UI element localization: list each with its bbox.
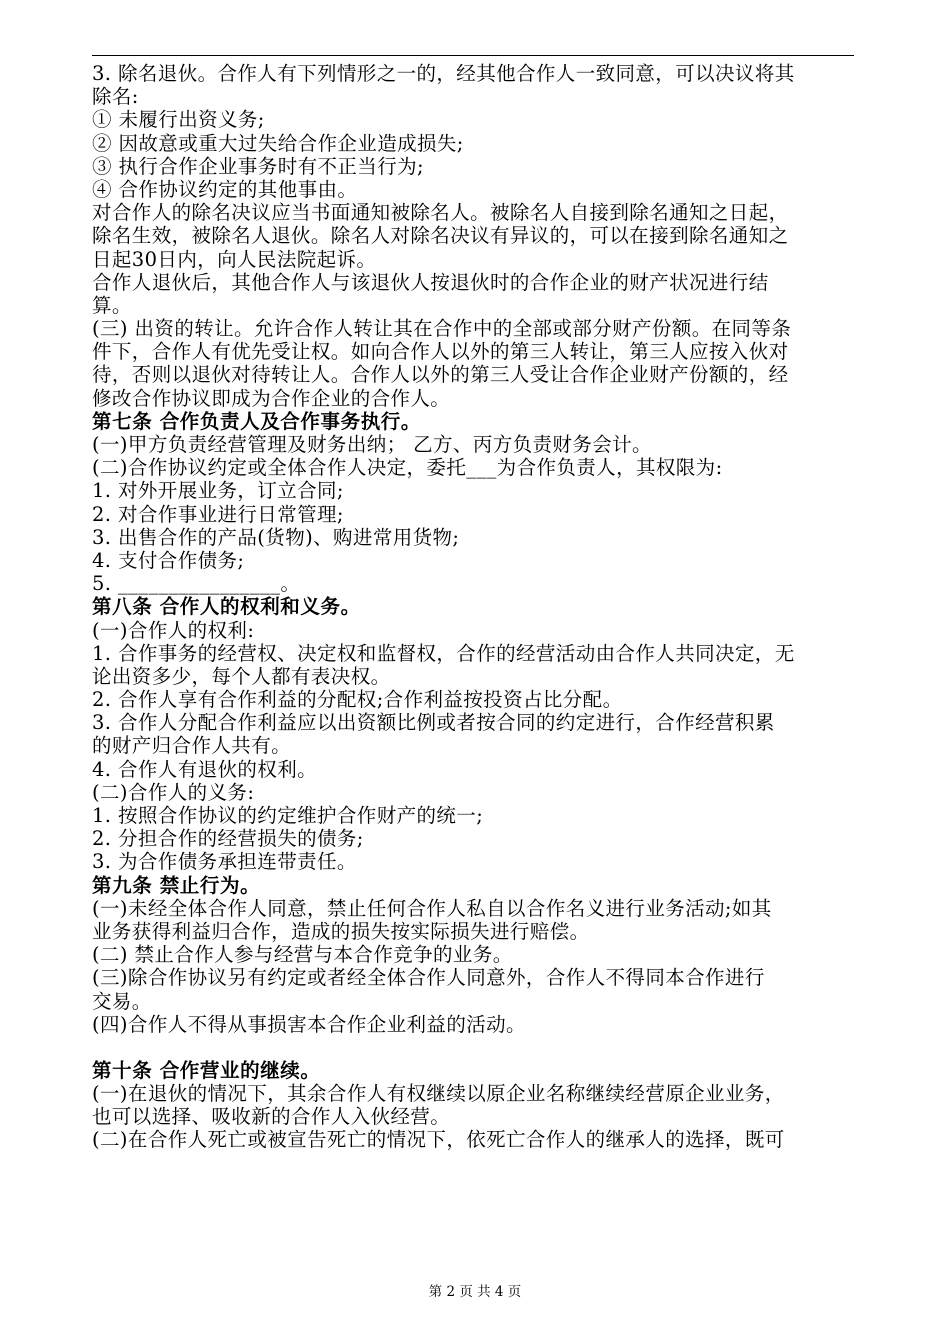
text-line: (一)甲方负责经营管理及财务出纳； 乙方、丙方负责财务会计。 (92, 433, 652, 456)
text-line: 3. 除名退伙。合作人有下列情形之一的，经其他合作人一致同意，可以决议将其 (92, 62, 795, 85)
text-line: 1. 按照合作协议的约定维护合作财产的统一; (92, 804, 484, 827)
text-line: 4. 支付合作债务; (92, 548, 245, 572)
text-line: 3. 出售合作的产品(货物)、购进常用货物; (92, 525, 460, 549)
text-line: 待，否则以退伙对待转让人。合作人以外的第三人受让合作企业财产份额的，经 (92, 363, 789, 387)
text-line: (二)在合作人死亡或被宣告死亡的情况下，依死亡合作人的继承人的选择，既可 (92, 1128, 785, 1152)
text-line: 除名生效，被除名人退伙。除名人对除名决议有异议的，可以在接到除名通知之 (92, 224, 789, 248)
section-heading: 第九条 禁止行为。 (92, 873, 261, 897)
section-heading: 第十条 合作营业的继续。 (92, 1058, 321, 1082)
text-line: 的财产归合作人共有。 (92, 734, 292, 758)
section-heading: 第八条 合作人的权利和义务。 (92, 595, 361, 619)
section-heading: 第七条 合作负责人及合作事务执行。 (92, 409, 421, 433)
text-line: 论出资多少，每个人都有表决权。 (92, 664, 391, 688)
text-line: (一)未经全体合作人同意，禁止任何合作人私自以合作名义进行业务活动;如其 (92, 896, 772, 920)
text-line: 4. 合作人有退伙的权利。 (92, 757, 318, 781)
text-line: 3. 为合作债务承担连带责任。 (92, 850, 357, 874)
text-line: (二)合作协议约定或全体合作人决定，委托___为合作负责人，其权限为: (92, 456, 723, 480)
text-line: 业务获得利益归合作，造成的损失按实际损失进行赔偿。 (92, 919, 590, 943)
text-line: 2. 分担合作的经营损失的债务; (92, 827, 364, 851)
text-line: 交易。 (92, 989, 152, 1013)
page-footer: 第 2 页 共 4 页 (428, 1284, 522, 1300)
document-body (92, 62, 860, 1152)
text-line: (二) 禁止合作人参与经营与本合作竞争的业务。 (92, 943, 513, 967)
text-line: (四)合作人不得从事损害本合作企业利益的活动。 (92, 1012, 526, 1036)
text-line: 也可以选择、吸收新的合作人入伙经营。 (92, 1105, 451, 1129)
text-line: (一)在退伙的情况下，其余合作人有权继续以原企业名称继续经营原企业业务， (92, 1082, 785, 1106)
text-line: 5. ________________。 (92, 572, 301, 596)
text-line: 除名: (92, 85, 139, 109)
blank-line (92, 1036, 860, 1059)
text-line: (一)合作人的权利: (92, 618, 255, 642)
text-line: 3. 合作人分配合作利益应以出资额比例或者按合同的约定进行，合作经营积累 (92, 711, 775, 735)
text-line: 合作人退伙后，其他合作人与该退伙人按退伙时的合作企业的财产状况进行结 (92, 270, 769, 294)
text-line: (二)合作人的义务: (92, 780, 255, 804)
text-line: ② 因故意或重大过失给合作企业造成损失; (92, 131, 464, 155)
text-line: 件下，合作人有优先受让权。如向合作人以外的第三人转让，第三人应按入伙对 (92, 340, 789, 364)
header-rule (92, 55, 854, 56)
text-line: 2. 对合作事业进行日常管理; (92, 502, 344, 526)
text-line: ④ 合作协议约定的其他事由。 (92, 177, 358, 201)
text-line: ① 未履行出资义务; (92, 108, 265, 132)
text-line: (三)除合作协议另有约定或者经全体合作人同意外，合作人不得同本合作进行 (92, 966, 765, 990)
text-line: 算。 (92, 293, 132, 317)
text-line: (三) 出资的转让。允许合作人转让其在合作中的全部或部分财产份额。在同等条 (92, 317, 792, 341)
text-line: 日起30日内，向人民法院起诉。 (92, 247, 377, 271)
text-line: 对合作人的除名决议应当书面通知被除名人。被除名人自接到除名通知之日起， (92, 201, 789, 225)
text-line: 1. 合作事务的经营权、决定权和监督权，合作的经营活动由合作人共同决定，无 (92, 641, 795, 665)
text-line: ③ 执行合作企业事务时有不正当行为; (92, 154, 424, 178)
text-line: 修改合作协议即成为合作企业的合作人。 (92, 386, 451, 410)
text-line: 1. 对外开展业务，订立合同; (92, 479, 344, 503)
text-line: 2. 合作人享有合作利益的分配权;合作利益按投资占比分配。 (92, 688, 623, 712)
